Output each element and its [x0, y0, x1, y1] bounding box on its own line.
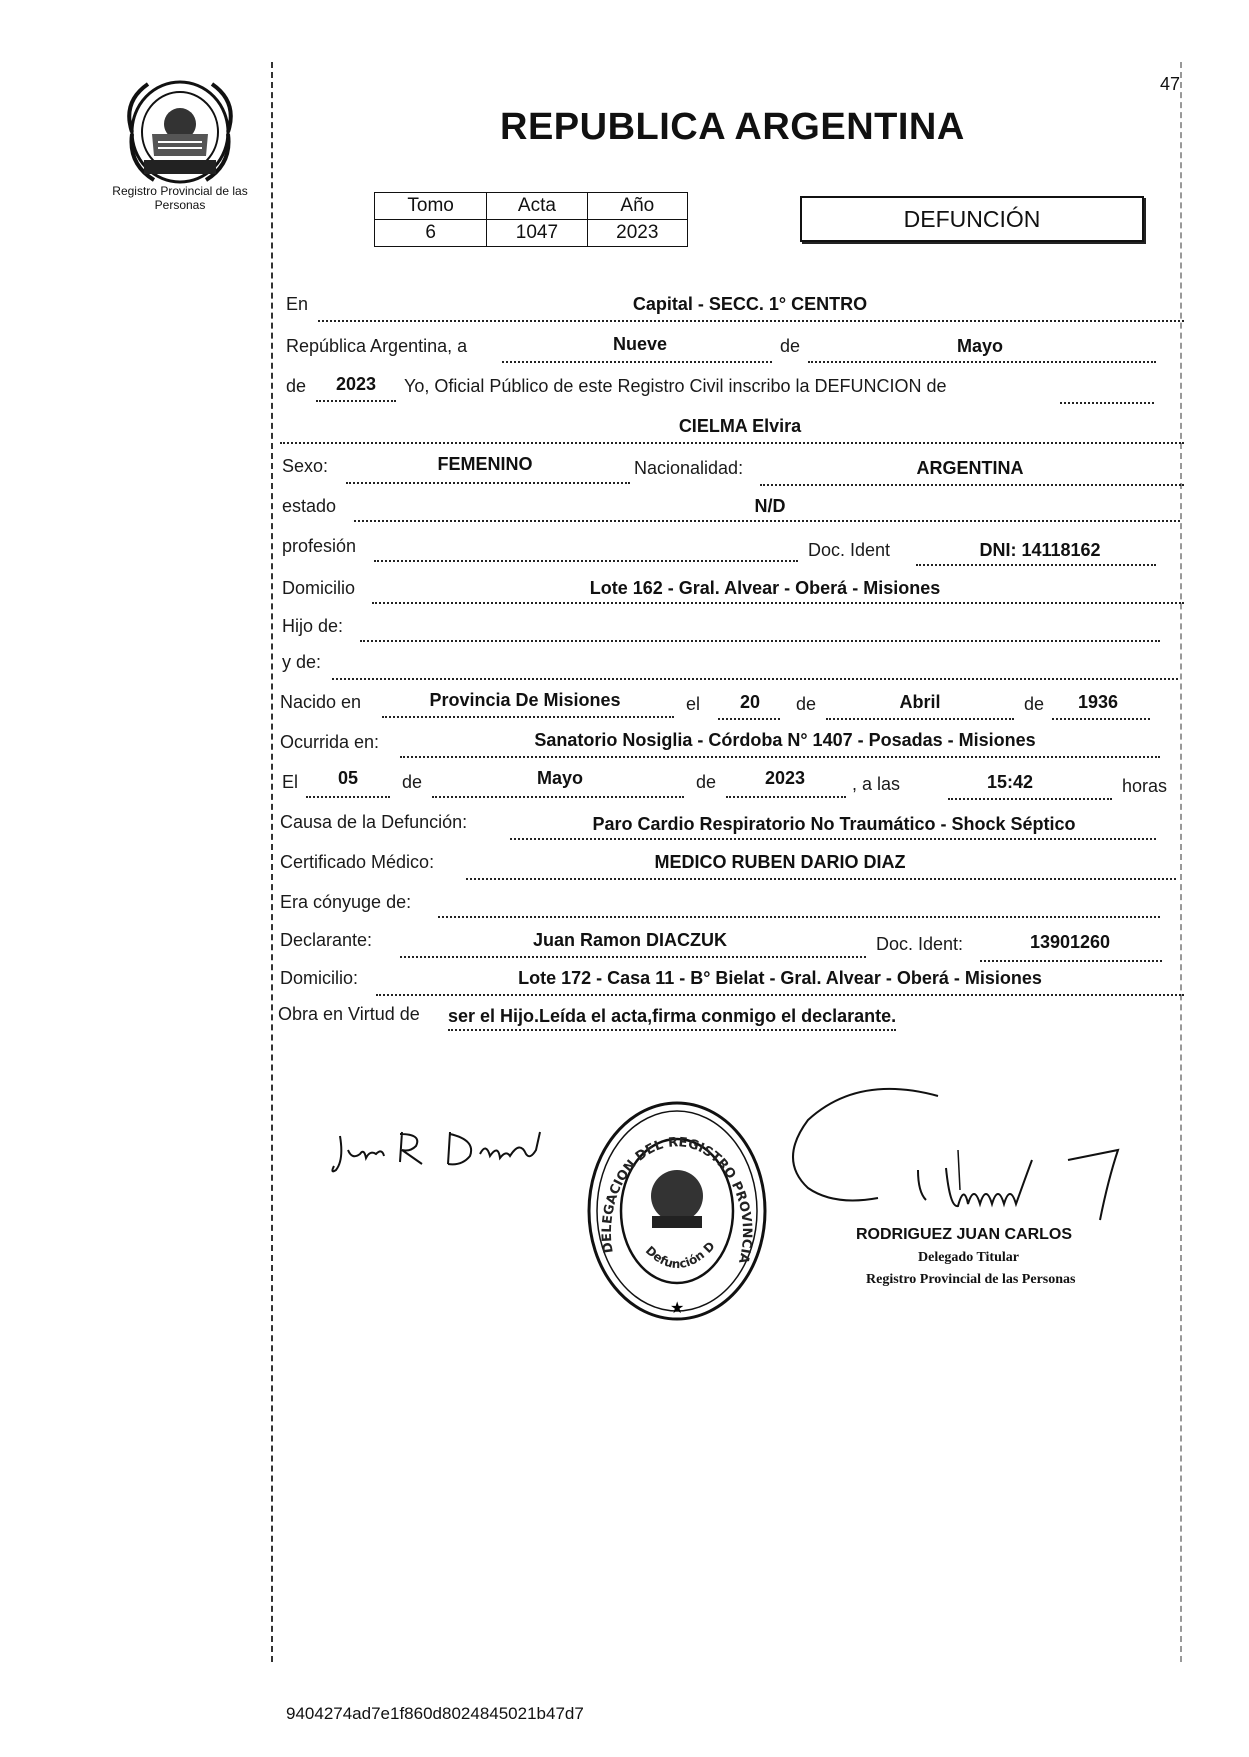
birth-month-value: Abril — [899, 692, 941, 712]
official-stamp — [584, 1098, 770, 1329]
registry-table — [374, 192, 688, 247]
sex-value: FEMENINO — [437, 454, 533, 474]
declarant-line — [400, 956, 866, 958]
doc-label: Doc. Ident — [808, 540, 891, 560]
cause-label: Causa de la Defunción: — [280, 812, 468, 832]
declarant-domicile-value: Lote 172 - Casa 11 - B° Bielat - Gral. Alvear - Oberá - Misiones — [518, 968, 1042, 988]
day-value: Nueve — [612, 334, 668, 354]
deceased-name: CIELMA Elvira — [678, 416, 802, 436]
and-of-label: y de: — [282, 652, 322, 672]
death-day-line — [306, 796, 390, 798]
en-label: En — [286, 294, 309, 314]
born-in-value: Provincia De Misiones — [429, 690, 621, 710]
sex-label: Sexo: — [282, 456, 329, 476]
born-in-label: Nacido en — [280, 692, 362, 712]
death-month-line — [432, 796, 684, 798]
statement-line — [1060, 402, 1154, 404]
year-line — [316, 400, 396, 402]
official-role: Delegado Titular — [918, 1250, 1019, 1265]
nationality-line — [760, 484, 1184, 486]
hours-label: horas — [1122, 776, 1168, 796]
birth-year-line — [1052, 718, 1150, 720]
declarant-value: Juan Ramon DIACZUK — [532, 930, 727, 950]
place-value: Capital - SECC. 1° CENTRO — [632, 294, 868, 314]
occurred-value: Sanatorio Nosiglia - Córdoba N° 1407 - Posadas - Misiones — [534, 730, 1036, 750]
name-line — [280, 442, 1184, 444]
ano-header: Año — [587, 193, 687, 220]
ano-value: 2023 — [587, 220, 687, 247]
at-label: , a las — [852, 774, 901, 794]
page-number: 47 — [1160, 74, 1181, 94]
cause-line — [510, 838, 1156, 840]
month-value: Mayo — [956, 336, 1003, 356]
year-value: 2023 — [335, 374, 377, 394]
nationality-value: ARGENTINA — [916, 458, 1024, 478]
birth-day-value: 20 — [739, 692, 761, 712]
declarant-domicile-line — [376, 994, 1184, 996]
el-label: el — [686, 694, 701, 714]
by-virtue-value: ser el Hijo.Leída el acta,firma conmigo el declarante. — [448, 1006, 896, 1031]
tomo-header: Tomo — [375, 193, 487, 220]
death-time-value: 15:42 — [986, 772, 1034, 792]
by-virtue-label: Obra en Virtud de — [278, 1004, 420, 1024]
birth-de-label: de — [796, 694, 817, 714]
occurred-label: Ocurrida en: — [280, 732, 380, 752]
domicile-value: Lote 162 - Gral. Alvear - Oberá - Misiones — [589, 578, 941, 598]
nationality-label: Nacionalidad: — [634, 458, 744, 478]
domicile-line — [372, 602, 1184, 604]
occurred-line — [400, 756, 1160, 758]
death-month-value: Mayo — [536, 768, 583, 788]
civil-status-label: estado — [282, 496, 337, 516]
child-of-label: Hijo de: — [282, 616, 344, 636]
left-margin-line — [271, 62, 273, 1662]
acta-value: 1047 — [487, 220, 587, 247]
document-type-box — [800, 196, 1144, 242]
death-day-value: 05 — [337, 768, 359, 788]
born-in-line — [382, 716, 674, 718]
stamp-inner-text: Defunción D — [642, 1238, 718, 1272]
death-year-line — [726, 796, 846, 798]
declarant-domicile-label: Domicilio: — [280, 968, 359, 988]
declarant-doc-label: Doc. Ident: — [876, 934, 964, 954]
child-of-line — [360, 640, 1160, 642]
certificate-value: MEDICO RUBEN DARIO DIAZ — [654, 852, 906, 872]
death-time-line — [948, 798, 1112, 800]
official-registry: Registro Provincial de las Personas — [866, 1272, 1076, 1287]
de-label: de — [780, 336, 801, 356]
domicile-label: Domicilio — [282, 578, 356, 598]
stamp-outer-text: DELEGACION DEL REGISTRO PROVINCIA — [599, 1135, 755, 1265]
birth-day-line — [718, 718, 780, 720]
and-of-line — [332, 678, 1178, 680]
official-signature — [778, 1080, 1138, 1235]
civil-status-line — [354, 520, 1180, 522]
certificate-label: Certificado Médico: — [280, 852, 435, 872]
declarant-signature — [330, 1120, 560, 1185]
birth-de2-label: de — [1024, 694, 1045, 714]
el2-label: El — [282, 772, 299, 792]
day-line — [502, 361, 772, 363]
birth-month-line — [826, 718, 1014, 720]
certificate-line — [466, 878, 1176, 880]
death-year-value: 2023 — [764, 768, 806, 788]
statement-text: Yo, Oficial Público de este Registro Civil inscribo la DEFUNCION de — [404, 376, 947, 396]
provincial-seal-icon — [118, 72, 242, 192]
doc-value: DNI: 14118162 — [979, 540, 1101, 560]
official-name: RODRIGUEZ JUAN CARLOS — [856, 1226, 1073, 1243]
profession-line — [374, 560, 798, 562]
acta-header: Acta — [487, 193, 587, 220]
death-de2-label: de — [696, 772, 717, 792]
doc-line — [916, 564, 1156, 566]
civil-status-value: N/D — [754, 496, 786, 516]
birth-year-value: 1936 — [1077, 692, 1119, 712]
sex-line — [346, 482, 630, 484]
document-type: DEFUNCIÓN — [903, 205, 1041, 232]
tomo-value: 6 — [375, 220, 487, 247]
page-title: REPUBLICA ARGENTINA — [500, 106, 965, 148]
registry-name: Registro Provincial de las Personas — [112, 184, 248, 212]
star-icon: ★ — [670, 1300, 685, 1317]
place-line — [318, 320, 1184, 322]
death-de-label: de — [402, 772, 423, 792]
document-hash: 9404274ad7e1f860d8024845021b47d7 — [286, 1704, 584, 1723]
de2-label: de — [286, 376, 307, 396]
cause-value: Paro Cardio Respiratorio No Traumático - Shock Séptico — [592, 814, 1076, 834]
month-line — [808, 361, 1156, 363]
registry-logo — [118, 72, 242, 192]
profession-label: profesión — [282, 536, 357, 556]
spouse-line — [438, 916, 1160, 918]
republic-label: República Argentina, a — [286, 336, 468, 356]
declarant-doc-value: 13901260 — [1029, 932, 1111, 952]
right-margin-line — [1180, 62, 1182, 1662]
declarant-label: Declarante: — [280, 930, 373, 950]
declarant-doc-line — [980, 960, 1162, 962]
spouse-label: Era cónyuge de: — [280, 892, 412, 912]
